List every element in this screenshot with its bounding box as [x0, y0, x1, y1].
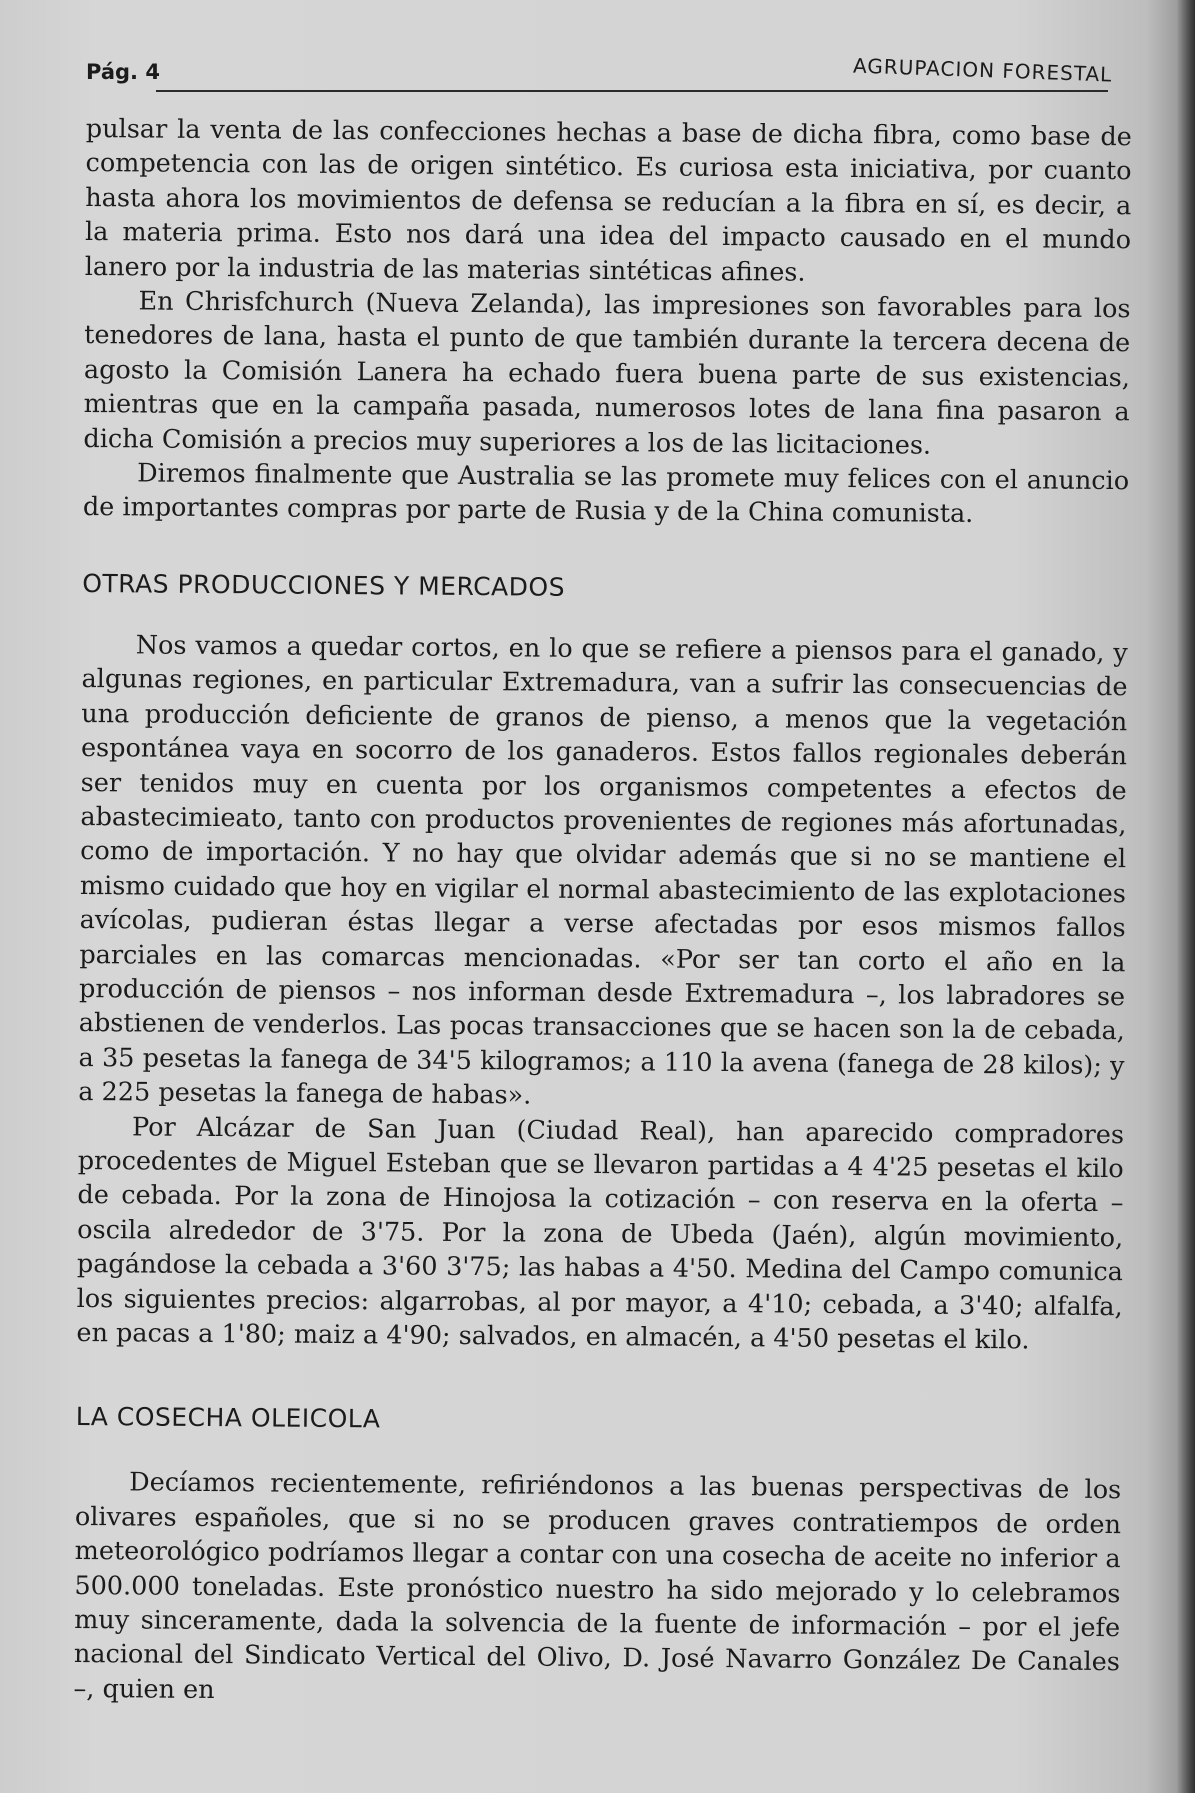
paragraph-australia: Diremos finalmente que Australia se las promete muy felices con el anuncio de importantes compras por parte de Rusia y de la China comunista.	[82, 458, 1130, 530]
paragraph-olive-harvest: Decíamos recientemente, refiriéndonos a las buenas perspectivas de los olivares españoles, que si no se producen graves contratiempos de orden meteorológico podríamos llegar a contar con una cosecha de aceite no inferior a 500.000 toneladas. Este pronóstico nuestro ha sido mejorado y lo celebramos muy sinceramente, dada la solvencia de la fuente de información – por el jefe nacional del Sindicato Vertical del Olivo, D. José Navarro González De Canales –, quien en	[73, 1467, 1122, 1705]
header-rule	[156, 90, 1108, 92]
paragraph-fiber-competition: pulsar la venta de las confecciones hechas a base de dicha fibra, como base de competencia con las de origen sintético. Es curiosa esta iniciativa, por cuanto hasta ahora los movimientos de defensa se reducían a la fibra en sí, es decir, a la materia prima. Esto nos dará una idea del impacto causado en el mundo lanero por la industria de las materias sintéticas afines.	[84, 113, 1132, 288]
book-spine-shadow	[1177, 0, 1195, 1793]
page-number: Pág. 4	[86, 60, 160, 84]
paragraph-alcazar-prices: Por Alcázar de San Juan (Ciudad Real), han aparecido compradores procedentes de Miguel Esteban que se llevaron partidas a 4 4'25 pesetas el kilo de cebada. Por la zona de Hinojosa la cotización – con reserva en la oferta – oscila alrededor de 3'75. Por la zona de Ubeda (Jaén), algún movimiento, pagándose la cebada a 3'60 3'75; las habas a 4'50. Medina del Campo comunica los siguientes precios: algarrobas, al por mayor, a 4'10; cebada, a 3'40; alfalfa, en pacas a 1'80; maiz a 4'90; salvados, en almacén, a 4'50 pesetas el kilo.	[76, 1111, 1125, 1356]
paragraph-christchurch: En Chrisfchurch (Nueva Zelanda), las impresiones son favorables para los tenedores de lana, hasta el punto de que también durante la tercera decena de agosto la Comisión Lanera ha echado fuera buena parte de sus existencias, mientras que en la campaña pasada, numerosos lotes de lana fina pasaron a dicha Comisión a precios muy superiores a los de las licitaciones.	[83, 286, 1131, 461]
section-heading-cosecha-oleicola: LA COSECHA OLEICOLA	[75, 1402, 381, 1434]
running-title: AGRUPACION FORESTAL	[852, 53, 1113, 87]
page-header	[86, 54, 1120, 100]
section-heading-otras-producciones: OTRAS PRODUCCIONES Y MERCADOS	[82, 568, 566, 602]
article-body	[73, 112, 1131, 1714]
paragraph-piensos: Nos vamos a quedar cortos, en lo que se refiere a piensos para el ganado, y algunas regiones, en particular Extremadura, van a sufrir las consecuencias de una producción deficiente de granos de pienso, a menos que la vegetación espontánea vaya en socorro de los ganaderos. Estos fallos regionales deberán ser tenidos muy en cuenta por los organismos competentes a efectos de abastecimieato, tanto con productos provenientes de regiones más afortunadas, como de importación. Y no hay que olvidar además que si no se mantiene el mismo cuidado que hoy en vigilar el normal abastecimiento de las explotaciones avícolas, pudieran éstas llegar a verse afectadas por esos mismos fallos parciales en las comarcas mencionadas. «Por ser tan corto el año en la producción de piensos – nos informan desde Extremadura –, los labradores se abstienen de venderlos. Las pocas transacciones que se hacen son la de cebada, a 35 pesetas la fanega de 34'5 kilogramos; a 110 la avena (fanega de 28 kilos); y a 225 pesetas la fanega de habas».	[78, 630, 1128, 1111]
